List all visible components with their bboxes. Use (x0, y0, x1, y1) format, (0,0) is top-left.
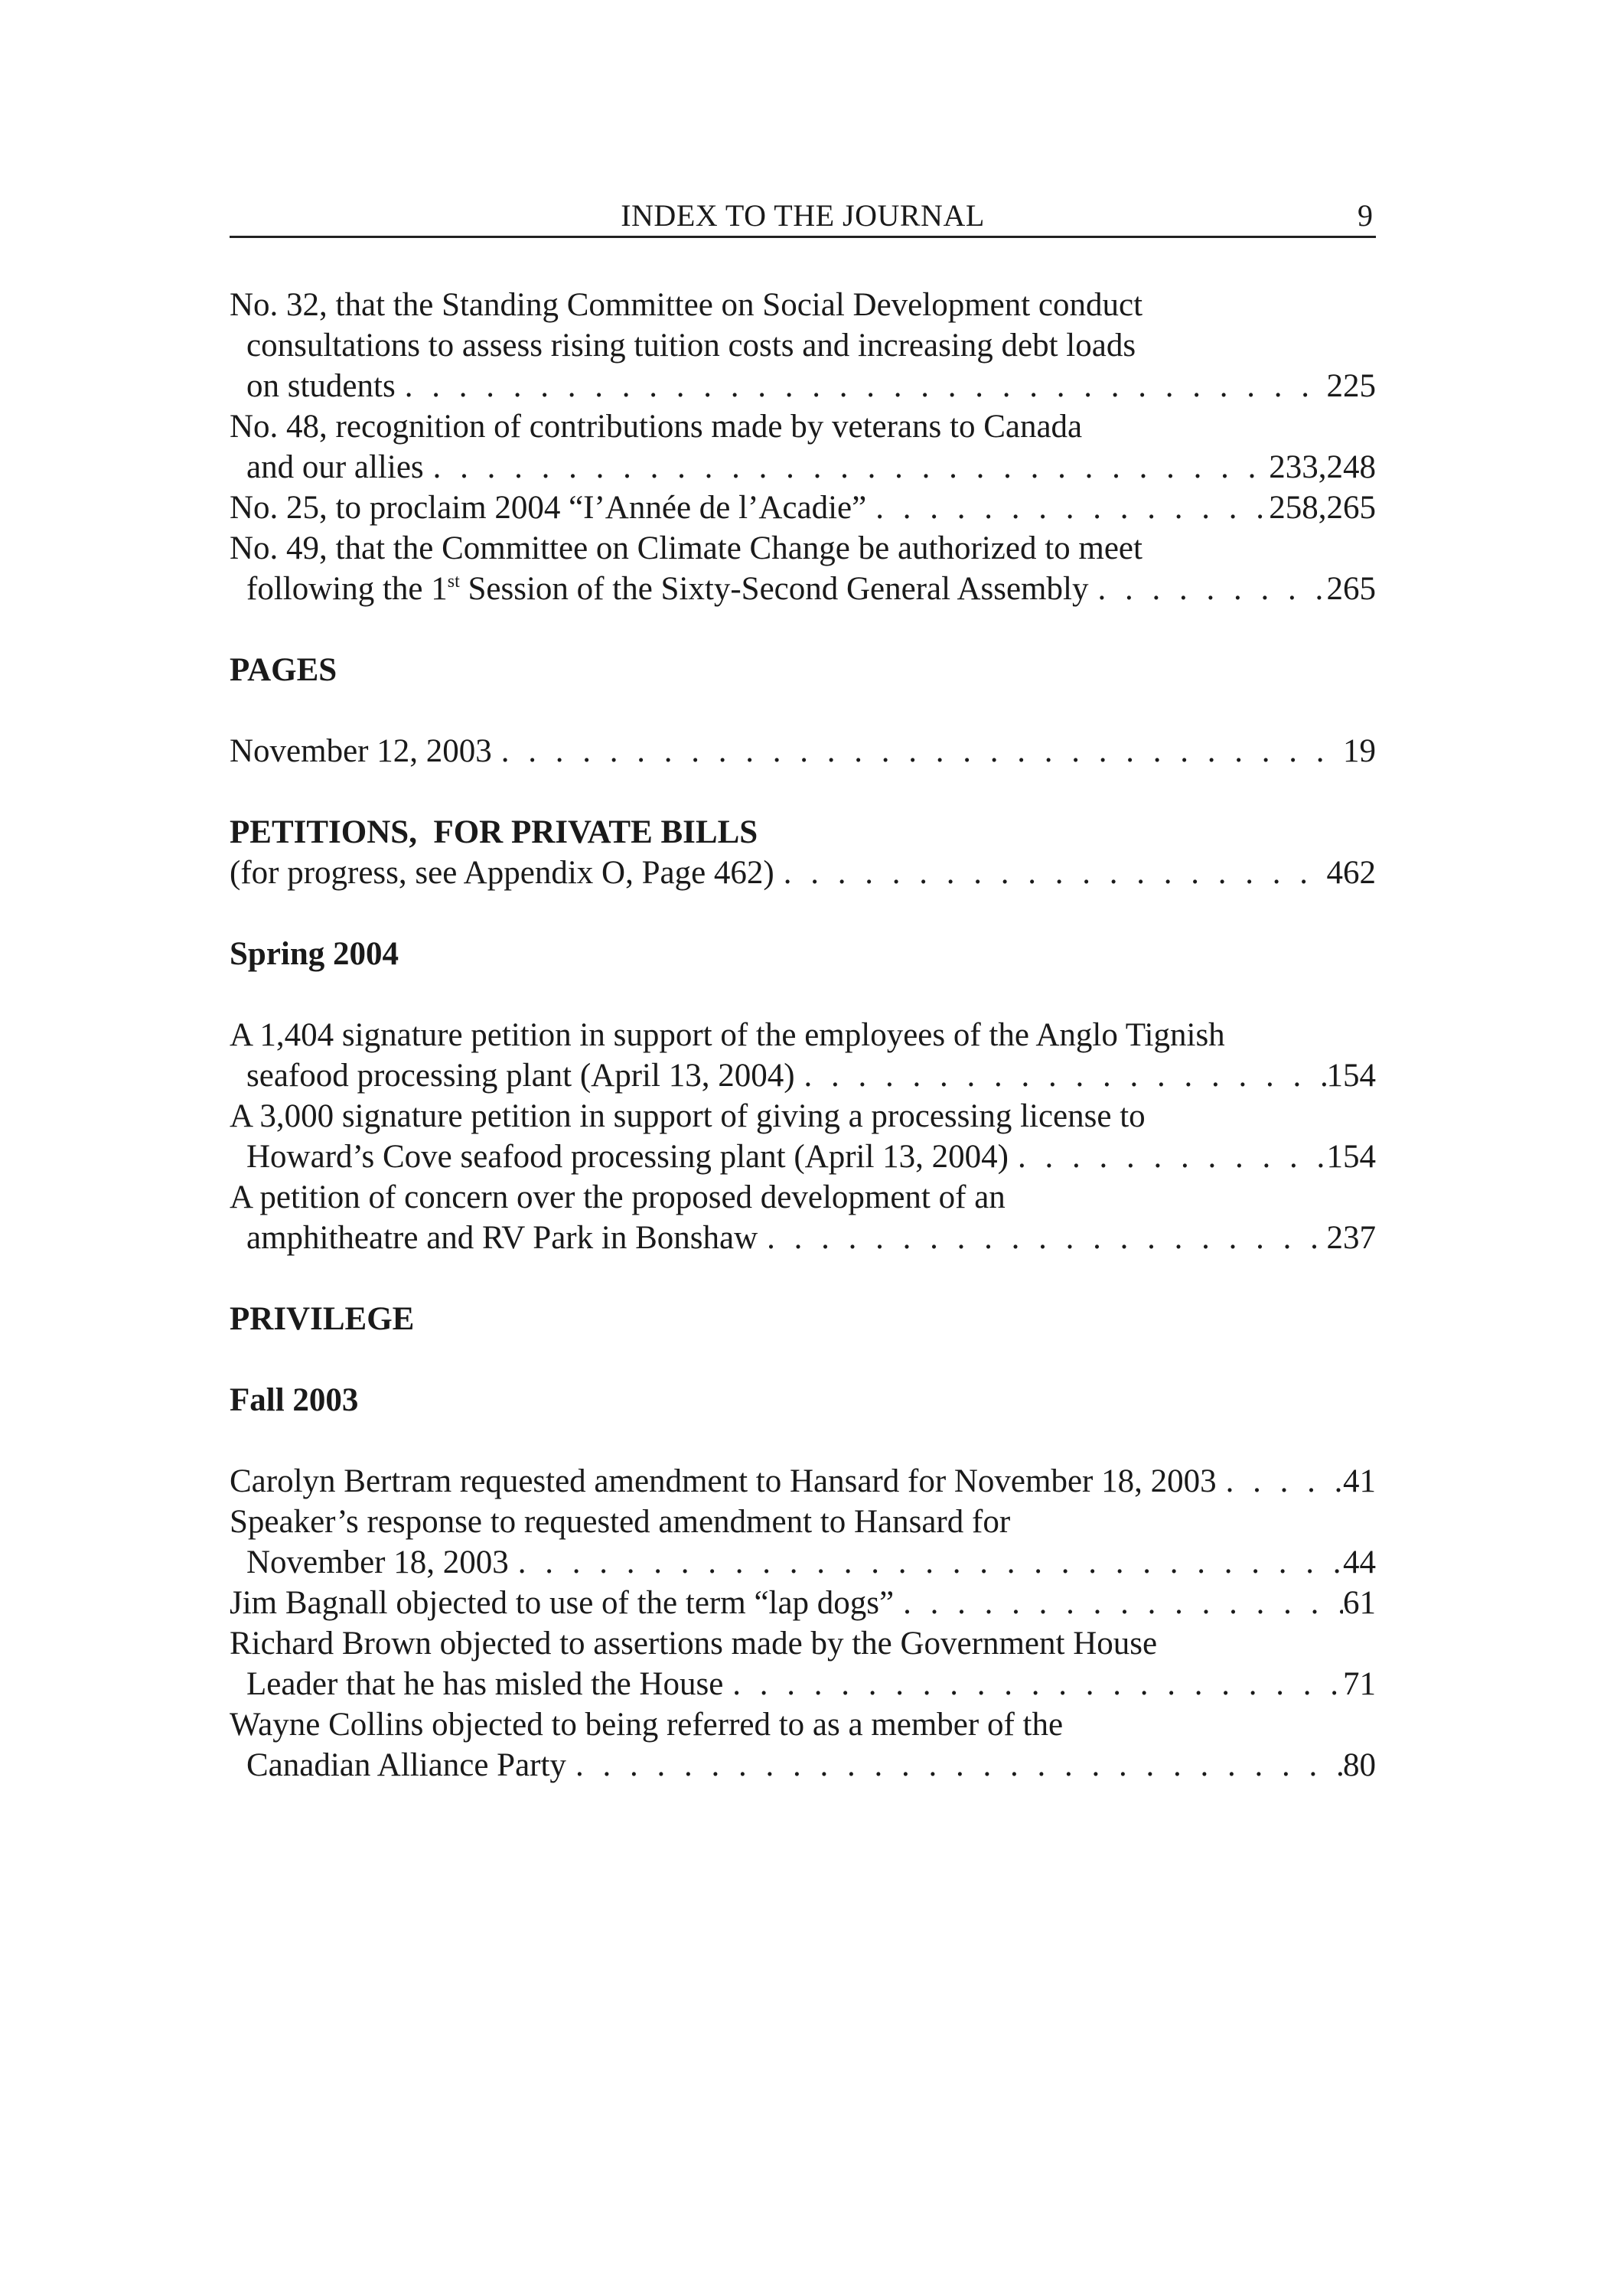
entry-page-ref: 41 (1343, 1463, 1376, 1499)
index-entry-line: No. 32, that the Standing Committee on Social Development conduct (230, 287, 1143, 323)
entry-page-ref: 462 (1326, 855, 1376, 891)
index-entry-row (230, 853, 1376, 893)
entry-page-ref: 265 (1326, 571, 1376, 607)
dot-leader (866, 488, 1269, 528)
dot-leader (1009, 1137, 1327, 1177)
dot-leader (795, 1055, 1327, 1096)
index-entry-row (230, 1664, 1376, 1704)
dot-leader (1217, 1461, 1343, 1502)
entry-text: November 18, 2003 (246, 1544, 509, 1580)
entry-text (246, 569, 1088, 609)
index-entry-line: A petition of concern over the proposed development of an (230, 1179, 1006, 1215)
section-subheading: Spring 2004 (230, 936, 399, 972)
entry-page-ref: 19 (1343, 733, 1376, 769)
entry-text: Leader that he has misled the House (246, 1666, 724, 1702)
entry-text: Jim Bagnall objected to use of the term “lap dogs” (230, 1585, 895, 1621)
section-heading: PRIVILEGE (230, 1301, 415, 1337)
section-heading: PAGES (230, 652, 337, 688)
entry-text: Howard’s Cove seafood processing plant (April 13, 2004) (246, 1139, 1009, 1175)
dot-leader (396, 366, 1327, 406)
index-entry-line: Wayne Collins objected to being referred to as a member of the (230, 1707, 1064, 1743)
entry-text-part: Session of the Sixty-Second General Assembly (459, 571, 1089, 607)
entry-page-ref: 154 (1326, 1058, 1376, 1094)
entry-page-ref: 80 (1343, 1747, 1376, 1783)
index-entry-row (230, 1583, 1376, 1623)
index-entry-row (230, 1137, 1376, 1177)
dot-leader (723, 1664, 1343, 1704)
entry-text: No. 25, to proclaim 2004 “I’Année de l’Acadie” (230, 490, 867, 526)
entry-text: Carolyn Bertram requested amendment to Hansard for November 18, 2003 (230, 1463, 1217, 1499)
entry-page-ref: 225 (1326, 368, 1376, 404)
index-entry-row (230, 1542, 1376, 1583)
entry-text: November 12, 2003 (230, 733, 492, 769)
index-entry-row (230, 447, 1376, 488)
entry-page-ref: 233,248 (1269, 449, 1376, 485)
dot-leader (509, 1542, 1343, 1583)
index-entry-row (230, 1218, 1376, 1258)
entry-text: seafood processing plant (April 13, 2004) (246, 1058, 795, 1094)
index-content (230, 285, 1376, 1786)
dot-leader (774, 853, 1327, 893)
index-entry-row (230, 1745, 1376, 1786)
index-entry-line: No. 48, recognition of contributions made by veterans to Canada (230, 409, 1083, 445)
entry-page-ref: 154 (1326, 1139, 1376, 1175)
index-entry-line: Richard Brown objected to assertions made by the Government House (230, 1626, 1158, 1662)
page-number: 9 (1358, 198, 1373, 233)
index-entry-row (230, 1055, 1376, 1096)
dot-leader (566, 1745, 1343, 1786)
index-entry-row (230, 569, 1376, 609)
entry-page-ref: 237 (1326, 1220, 1376, 1256)
dot-leader (1088, 569, 1326, 609)
entry-text-part: following the 1 (246, 571, 448, 607)
running-header (230, 196, 1376, 238)
entry-page-ref: 71 (1343, 1666, 1376, 1702)
index-entry-row (230, 366, 1376, 406)
dot-leader (424, 447, 1270, 488)
index-entry-line: consultations to assess rising tuition costs and increasing debt loads (246, 328, 1136, 364)
index-entry-line: Speaker’s response to requested amendment to Hansard for (230, 1504, 1011, 1540)
entry-text: on students (246, 368, 396, 404)
entry-page-ref: 44 (1343, 1544, 1376, 1580)
dot-leader (894, 1583, 1343, 1623)
entry-text: and our allies (246, 449, 424, 485)
index-entry-row (230, 1461, 1376, 1502)
index-entry-line: A 3,000 signature petition in support of giving a processing license to (230, 1098, 1146, 1134)
dot-leader (492, 731, 1343, 771)
index-entry-row (230, 488, 1376, 528)
dot-leader (758, 1218, 1326, 1258)
ordinal-superscript: st (447, 572, 460, 592)
header-title: INDEX TO THE JOURNAL (621, 198, 985, 233)
section-heading: PETITIONS, FOR PRIVATE BILLS (230, 814, 758, 850)
entry-text: amphitheatre and RV Park in Bonshaw (246, 1220, 758, 1256)
entry-text: (for progress, see Appendix O, Page 462) (230, 855, 774, 891)
entry-page-ref: 258,265 (1269, 490, 1376, 526)
section-subheading: Fall 2003 (230, 1382, 359, 1418)
index-entry-line: No. 49, that the Committee on Climate Change be authorized to meet (230, 530, 1143, 566)
index-entry-line: A 1,404 signature petition in support of the employees of the Anglo Tignish (230, 1017, 1225, 1053)
entry-page-ref: 61 (1343, 1585, 1376, 1621)
entry-text: Canadian Alliance Party (246, 1747, 566, 1783)
index-entry-row (230, 731, 1376, 771)
